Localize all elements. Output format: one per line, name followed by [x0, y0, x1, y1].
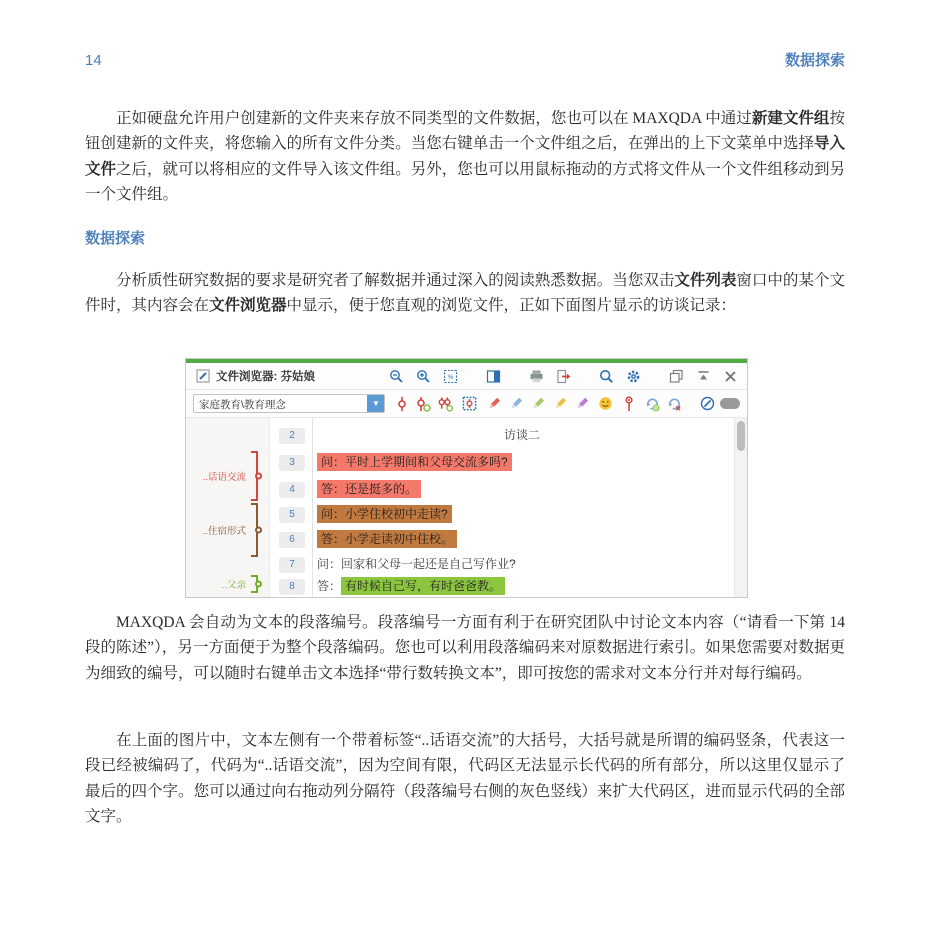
paragraph-1: [85, 106, 845, 207]
code-label[interactable]: ..住宿形式: [202, 526, 246, 537]
paragraph-text: 正如硬盘允许用户创建新的文件夹来存放不同类型的文件数据，您也可以在 MAXQDA 中通过: [116, 110, 752, 127]
fit-page-100-icon[interactable]: [443, 369, 458, 384]
emoticode-smiley-icon[interactable]: [598, 396, 613, 411]
bold-term-document-list: 文件列表: [674, 272, 737, 289]
window-title-bar: [186, 363, 747, 390]
coding-stripe-bracket[interactable]: [251, 451, 258, 501]
coded-segment: 问：平时上学期间和父母交流多吗?: [317, 453, 512, 471]
paragraph-text: 之后，就可以将相应的文件导入该文件组。另外，您也可以用鼠标拖动的方式将文件从一个文件组移动到另一个文件组。: [85, 160, 845, 203]
row-prefix: 答：: [317, 579, 342, 593]
undock-window-icon[interactable]: [669, 369, 684, 384]
coding-stripe-dot[interactable]: [255, 473, 262, 480]
paragraph-number: 5: [279, 507, 305, 523]
section-heading: 数据探索: [85, 230, 146, 247]
page-number: 14: [85, 52, 102, 69]
paragraph-2: [85, 268, 845, 319]
code-with-weight-icon[interactable]: [438, 396, 453, 411]
zoom-in-icon[interactable]: [416, 369, 431, 384]
coded-segment: 有时候自己写，有时爸爸教。: [341, 577, 505, 595]
paragraph-number: 4: [279, 482, 305, 498]
bold-term-new-document-group: 新建文件组: [751, 110, 830, 127]
page-header: [85, 49, 845, 70]
plain-text-row: 问：回家和父母一起还是自己写作业?: [317, 557, 516, 571]
document-text-area: [186, 418, 747, 597]
search-icon[interactable]: [599, 369, 614, 384]
quick-code-selector[interactable]: [193, 394, 385, 413]
paragraph-number: 2: [279, 428, 305, 444]
coded-segment: 答：小学走读初中住校。: [317, 530, 457, 548]
edit-mode-icon[interactable]: [700, 396, 715, 411]
coding-stripe-dot[interactable]: [255, 581, 262, 588]
export-icon[interactable]: [556, 369, 571, 384]
paragraph-number: 8: [279, 579, 305, 595]
coding-toolbar: [186, 390, 747, 418]
print-icon[interactable]: [529, 369, 544, 384]
paragraph-3: MAXQDA 会自动为文本的段落编号。段落编号一方面有利于在研究团队中讨论文本内容（“请看一下第 14 段的陈述”），另一方面便于为整个段落编码。您也可以利用段落编码来对原数据进行索引。如果您需要对数据更为细致的编号，可以随时右键单击文本选择“带行数转换文本”，即可按您的需求对文本分行并对每行编码。: [85, 614, 845, 682]
code-icon[interactable]: [394, 396, 409, 411]
interview-title: 访谈二: [503, 428, 540, 442]
column-splitter[interactable]: [312, 418, 313, 597]
coding-stripe-dot[interactable]: [255, 527, 262, 534]
sidebar-view-icon[interactable]: [486, 369, 501, 384]
highlight-yellow-icon[interactable]: [552, 396, 567, 411]
window-title: 文件浏览器: 芬姑娘: [216, 371, 316, 383]
paragraph-number: 3: [279, 455, 305, 471]
edit-document-icon: [195, 369, 210, 384]
coded-segment: 答：还是挺多的。: [317, 480, 421, 498]
code-selection-icon[interactable]: [462, 396, 477, 411]
scrollbar-thumb[interactable]: [737, 421, 745, 451]
paragraph-text: 按钮创建新的文件夹，将您输入的所有文件分类。当您右键单击一个文件组之后，在弹出的上下文菜单中选择: [85, 110, 845, 153]
paragraph-text: 中显示，便于您直观的浏览文件，正如下面图片显示的访谈记录：: [286, 297, 737, 315]
close-icon[interactable]: [723, 369, 738, 384]
edit-mode-toggle[interactable]: [720, 398, 740, 409]
paragraph-text: 分析质性研究数据的要求是研究者了解数据并通过深入的阅读熟悉数据。当您双击: [116, 272, 675, 289]
highlight-red-icon[interactable]: [486, 396, 501, 411]
coded-segment: 问：小学住校初中走读?: [317, 505, 452, 523]
highlight-purple-icon[interactable]: [574, 396, 589, 411]
paragraph-4: 在上面的图片中，文本左侧有一个带着标签“..话语交流”的大括号，大括号就是所谓的编码竖条，代表这一段已经被编码了，代码为“..话语交流”，因为空间有限，代码区无法显示长代码的所有部分，所以这里仅显示了最后的四个字。您可以通过向右拖动列分隔符（段落编号右侧的灰色竖线）来扩大代码区，进而显示代码的全部文字。: [85, 732, 845, 825]
highlight-blue-icon[interactable]: [508, 396, 523, 411]
highlight-green-icon[interactable]: [530, 396, 545, 411]
document-browser-window: [185, 358, 748, 598]
chevron-down-icon[interactable]: ▼: [367, 395, 384, 412]
code-label[interactable]: ..父亲: [221, 580, 246, 591]
coding-stripe-bracket[interactable]: [251, 575, 258, 593]
refresh-add-code-icon[interactable]: [645, 396, 660, 411]
bold-term-document-browser: 文件浏览器: [209, 297, 287, 315]
refresh-remove-code-icon[interactable]: [667, 396, 682, 411]
zoom-out-icon[interactable]: [389, 369, 404, 384]
bold-term-import-documents: 导入文件: [85, 135, 845, 178]
settings-gear-icon[interactable]: [626, 369, 641, 384]
svg-text:%: %: [447, 373, 454, 381]
paragraph-number: 7: [279, 557, 305, 573]
quick-code-selector-value: 家庭教育\教育理念: [199, 399, 286, 411]
running-header-title: 数据探索: [784, 52, 845, 69]
dock-top-icon[interactable]: [696, 369, 711, 384]
code-favorite-icon[interactable]: [622, 396, 636, 411]
code-in-vivo-icon[interactable]: [416, 396, 431, 411]
paragraph-text: 窗口中的某个文件时，其内容会在: [85, 272, 845, 315]
coding-stripe-bracket[interactable]: [251, 503, 258, 557]
paragraph-number: 6: [279, 532, 305, 548]
code-label[interactable]: ..话语交流: [202, 472, 246, 483]
vertical-scrollbar[interactable]: [734, 418, 747, 597]
